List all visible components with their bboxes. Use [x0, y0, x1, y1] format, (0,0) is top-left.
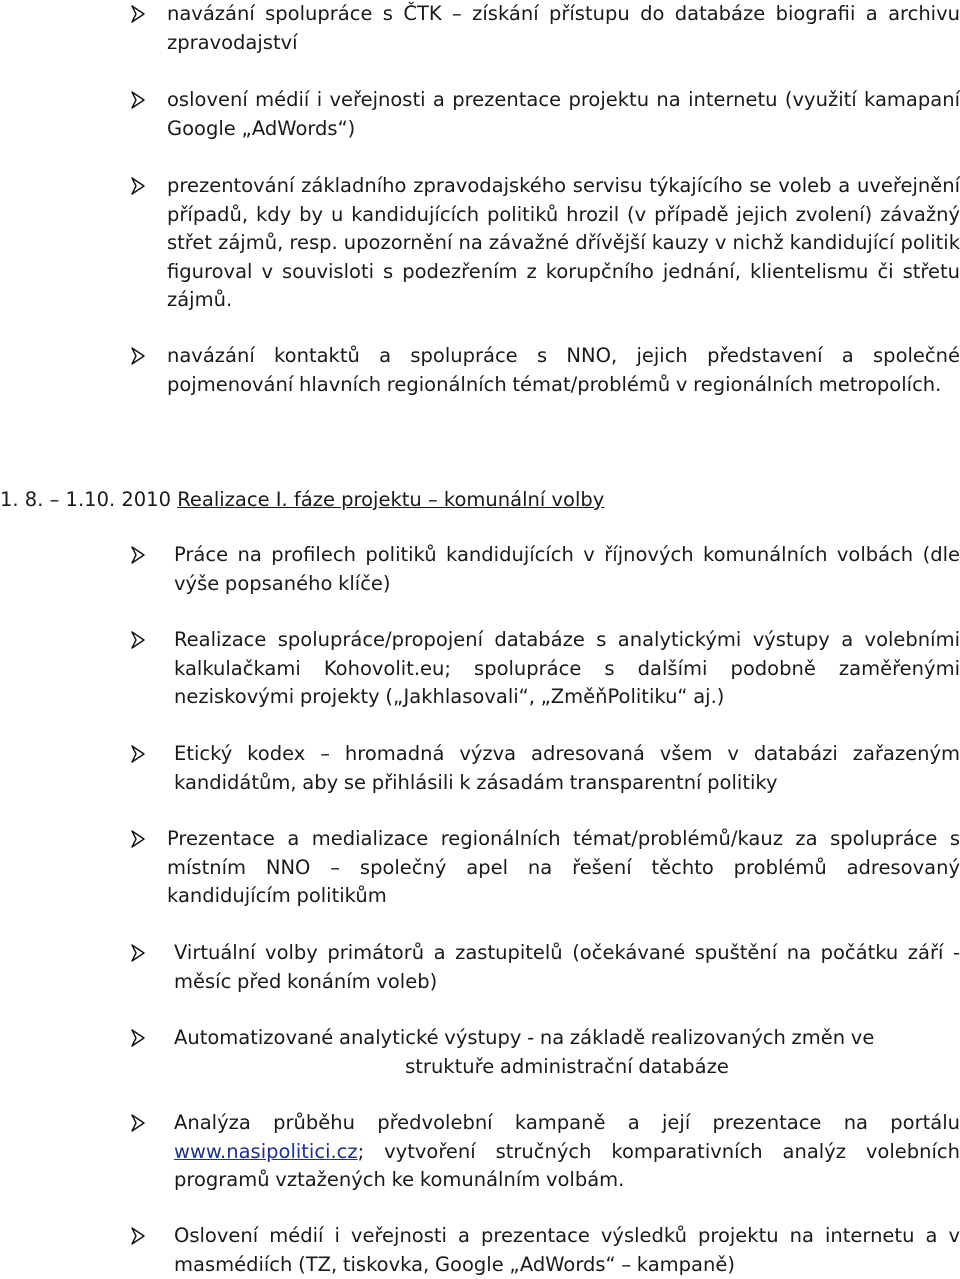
list-item-text	[174, 1024, 960, 1081]
list-item-text-line: struktuře administrační databáze	[405, 1054, 729, 1078]
list-item-text	[174, 1109, 960, 1195]
arrow-bullet-icon	[130, 1222, 152, 1251]
list-item-text: Virtuální volby primátorů a zastupitelů (očekávané spuštění na počátku září - měsíc před konáním voleb)	[174, 941, 960, 993]
list-item-text: prezentování základního zpravodajského servisu týkajícího se voleb a uveřejnění případů, kdy by u kandidujících politiků hrozil (v případě jejich zvolení) závažný střet zájmů, resp. upozornění na závažné dřívější kauzy v nichž kandidující politik figuroval v souvisloti s podezřením z korupčního jednání, klientelismu či střetu zájmů.	[167, 174, 960, 311]
heading-title: Realizace I. fáze projektu – komunální volby	[177, 488, 605, 511]
list-item-text-line: Automatizované analytické výstupy - na základě realizovaných změn ve	[174, 1026, 875, 1049]
arrow-bullet-icon	[130, 1109, 152, 1138]
arrow-bullet-icon	[130, 740, 152, 769]
portal-link[interactable]: www.nasipolitici.cz	[174, 1139, 358, 1163]
arrow-bullet-icon	[130, 172, 152, 201]
list-item-text: oslovení médií i veřejnosti a prezentace projektu na internetu (využití kamapaní Google „AdWords“)	[167, 88, 960, 140]
arrow-bullet-icon	[130, 541, 152, 570]
arrow-bullet-icon	[130, 1024, 152, 1053]
list-item-text-part: Analýza průběhu předvolební kampaně a její prezentace na portálu	[174, 1111, 960, 1134]
arrow-bullet-icon	[130, 939, 152, 968]
heading-date: 1. 8. – 1.10. 2010	[0, 488, 171, 511]
list-item-text: Prezentace a medializace regionálních témat/problémů/kauz za spolupráce s místním NNO – společný apel na řešení těchto problémů adresovaný kandidujícím politikům	[167, 827, 960, 907]
arrow-bullet-icon	[130, 626, 152, 655]
arrow-bullet-icon	[130, 86, 152, 115]
list-item-text: navázání kontaktů a spolupráce s NNO, jejich představení a společné pojmenování hlavních regionálních témat/problémů v regionálních metropolích.	[167, 344, 960, 396]
list-item-text: navázání spolupráce s ČTK – získání přístupu do databáze biografii a archivu zpravodajství	[167, 2, 960, 54]
list-item-text: Realizace spolupráce/propojení databáze s analytickými výstupy a volebními kalkulačkami Kohovolit.eu; spolupráce s dalšími podobně zaměřenými neziskovými projekty („Jakhlasovali“, „ZměňPolitiku“ aj.)	[174, 628, 960, 708]
list-item-text: Oslovení médií i veřejnosti a prezentace výsledků projektu na internetu a v masmédiích (TZ, tiskovka, Google „AdWords“ – kampaně)	[174, 1224, 960, 1276]
section-heading	[0, 486, 604, 514]
list-item-text: Etický kodex – hromadná výzva adresovaná všem v databázi zařazeným kandidátům, aby se přihlásili k zásadám transparentní politiky	[174, 742, 960, 794]
arrow-bullet-icon	[130, 0, 152, 29]
list-item-text: Práce na profilech politiků kandidujících v říjnových komunálních volbách (dle výše popsaného klíče)	[174, 543, 960, 595]
arrow-bullet-icon	[130, 825, 152, 854]
list-item-text-part: ; vytvoření stručných komparativních analýz volebních programů vztažených ke komunálním volbám.	[174, 1139, 960, 1191]
arrow-bullet-icon	[130, 342, 152, 371]
